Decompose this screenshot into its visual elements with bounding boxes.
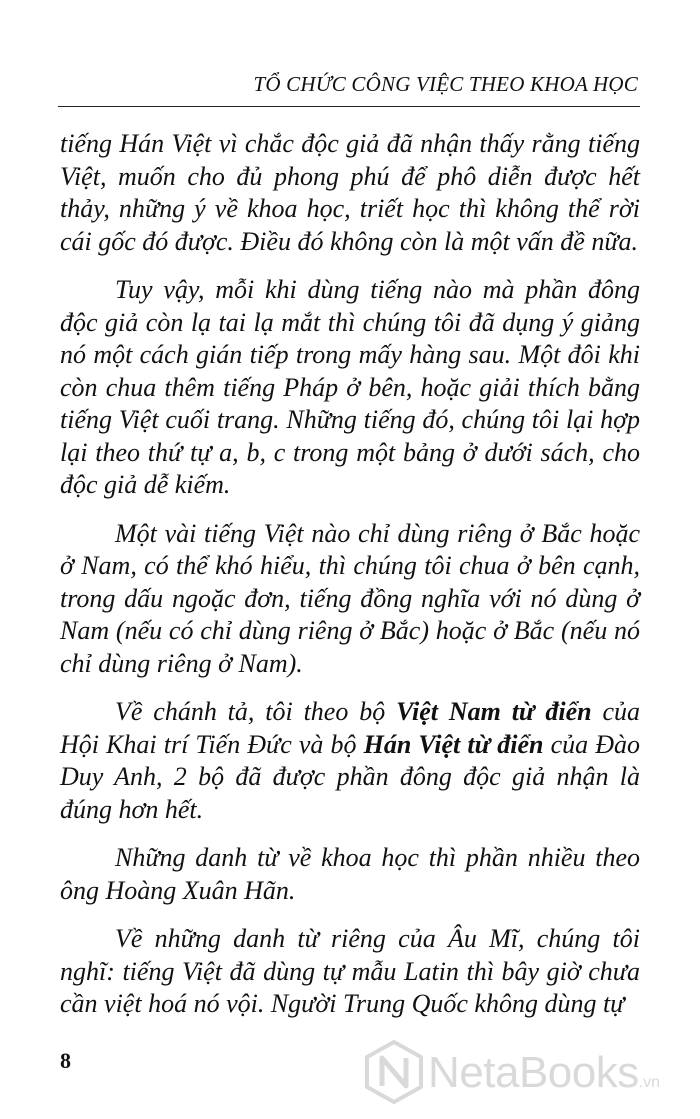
paragraph-4 [60,696,640,826]
paragraph-1: tiếng Hán Việt vì chắc độc giả đã nhận thấy rằng tiếng Việt, muốn cho đủ phong phú để phô diễn được hết thảy, những ý về khoa học, triết học thì không thể rời cái gốc đó được. Điều đó không còn là một vấn đề nữa. [60,129,640,256]
paragraph-4-text-2: của Hội Khai trí Tiến Đức và bộ [60,697,640,759]
running-header: TỔ CHỨC CÔNG VIỆC THEO KHOA HỌC [253,72,638,96]
paragraph-4-text-3: của Đào Duy Anh, 2 bộ đã được phần đông độc giả nhận là đúng hơn hết. [60,729,640,824]
header-rule [58,106,640,107]
watermark-text [428,1048,660,1098]
watermark [364,1036,694,1112]
paragraph-4-text-1: Về chánh tả, tôi theo bộ [115,697,397,726]
watermark-brand: NetaBooks [428,1048,639,1097]
watermark-suffix: .vn [638,1074,661,1091]
paragraph-6: Về những danh từ riêng của Âu Mĩ, chúng tôi nghĩ: tiếng Việt đã dùng tự mẫu Latin thì bây giờ chưa cần việt hoá nó vội. Người Trung Quốc không dùng tự [60,924,640,1018]
page-number: 8 [60,1048,71,1073]
paragraph-3: Một vài tiếng Việt nào chỉ dùng riêng ở Bắc hoặc ở Nam, có thể khó hiểu, thì chúng tôi chua ở bên cạnh, trong dấu ngoặc đơn, tiếng đồng nghĩa với nó dùng ở Nam (nếu có chỉ dùng riêng ở Bắc) hoặc ở Bắc (nếu nó chỉ dùng riêng ở Nam). [60,518,640,678]
paragraph-2: Tuy vậy, mỗi khi dùng tiếng nào mà phần đông độc giả còn lạ tai lạ mắt thì chúng tôi đã dụng ý giảng nó một cách gián tiếp trong mấy hàng sau. Một đôi khi còn chua thêm tiếng Pháp ở bên, hoặc giải thích bằng tiếng Việt cuối trang. Những tiếng đó, chúng tôi lại hợp lại theo thứ tự a, b, c trong một bảng ở dưới sách, cho độc giả dễ kiếm. [60,275,640,499]
book-title-viet-nam-tu-dien: Việt Nam từ điển [396,697,592,726]
paragraph-5: Những danh từ về khoa học thì phần nhiều theo ông Hoàng Xuân Hãn. [60,843,640,905]
book-title-han-viet-tu-dien: Hán Việt từ điển [363,729,544,759]
page-body [60,128,640,1021]
netabooks-logo-icon [364,1040,424,1104]
